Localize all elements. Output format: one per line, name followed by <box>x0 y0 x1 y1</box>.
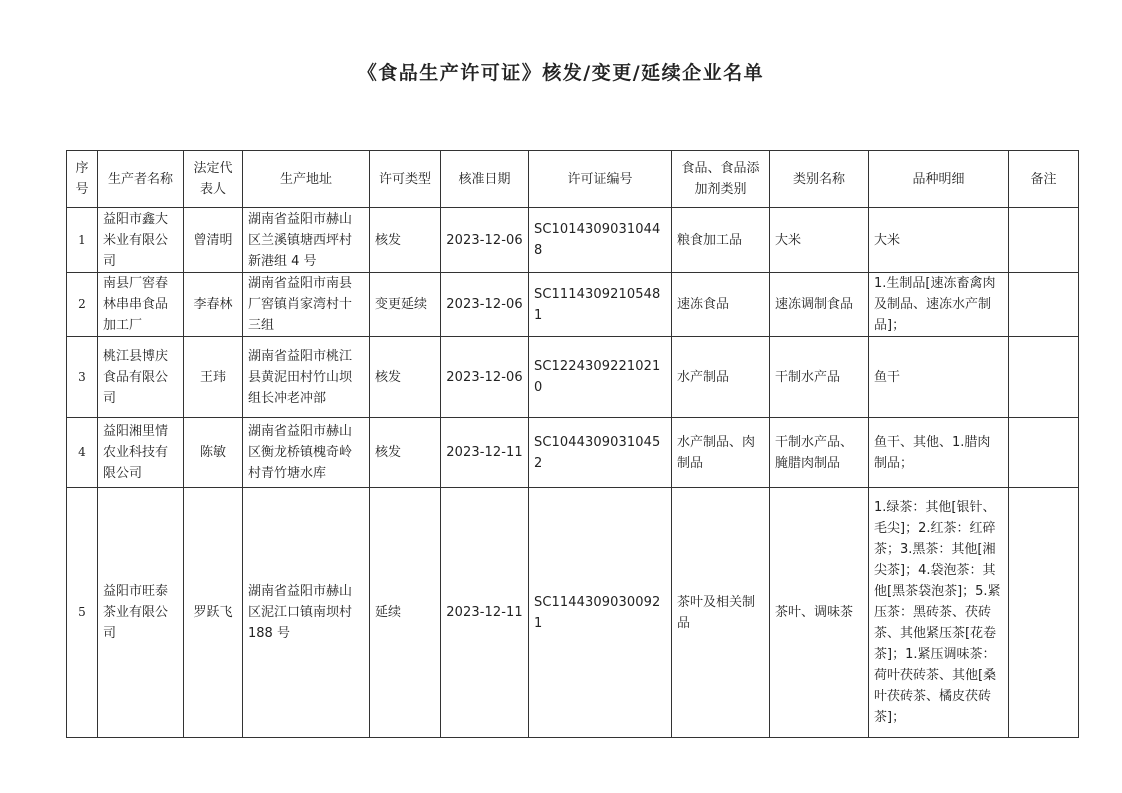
cell-remark <box>1009 337 1079 418</box>
cell-license-no: SC11143092105481 <box>529 273 672 337</box>
cell-category-name: 速冻调制食品 <box>770 273 869 337</box>
cell-seq: 3 <box>67 337 98 418</box>
cell-license-no: SC12243092210210 <box>529 337 672 418</box>
cell-license-type: 核发 <box>370 418 441 488</box>
cell-approval-date: 2023-12-11 <box>441 488 529 738</box>
header-seq: 序号 <box>67 151 98 208</box>
header-address: 生产地址 <box>243 151 370 208</box>
table-row <box>67 208 1079 273</box>
cell-license-type: 变更延续 <box>370 273 441 337</box>
cell-legal-rep: 李春林 <box>184 273 243 337</box>
cell-address: 湖南省益阳市赫山区泥江口镇南坝村 188 号 <box>243 488 370 738</box>
header-license-type: 许可类型 <box>370 151 441 208</box>
header-remark: 备注 <box>1009 151 1079 208</box>
table-row <box>67 488 1079 738</box>
cell-license-type: 延续 <box>370 488 441 738</box>
cell-category-name: 干制水产品、腌腊肉制品 <box>770 418 869 488</box>
cell-approval-date: 2023-12-06 <box>441 208 529 273</box>
cell-address: 湖南省益阳市赫山区兰溪镇塘西坪村新港组 4 号 <box>243 208 370 273</box>
header-food-category: 食品、食品添加剂类别 <box>672 151 770 208</box>
cell-variety: 鱼干 <box>869 337 1009 418</box>
cell-license-type: 核发 <box>370 337 441 418</box>
cell-producer: 益阳市鑫大米业有限公司 <box>98 208 184 273</box>
header-legal-rep: 法定代表人 <box>184 151 243 208</box>
license-list-table <box>66 150 1079 738</box>
cell-variety: 鱼干、其他、1.腊肉制品； <box>869 418 1009 488</box>
cell-seq: 2 <box>67 273 98 337</box>
cell-variety: 大米 <box>869 208 1009 273</box>
cell-license-type: 核发 <box>370 208 441 273</box>
cell-remark <box>1009 418 1079 488</box>
cell-food-category: 粮食加工品 <box>672 208 770 273</box>
table-row <box>67 418 1079 488</box>
header-variety: 品种明细 <box>869 151 1009 208</box>
cell-legal-rep: 陈敏 <box>184 418 243 488</box>
cell-legal-rep: 罗跃飞 <box>184 488 243 738</box>
cell-legal-rep: 王玮 <box>184 337 243 418</box>
cell-category-name: 干制水产品 <box>770 337 869 418</box>
cell-food-category: 茶叶及相关制品 <box>672 488 770 738</box>
cell-producer: 益阳湘里情农业科技有限公司 <box>98 418 184 488</box>
cell-category-name: 茶叶、调味茶 <box>770 488 869 738</box>
cell-seq: 4 <box>67 418 98 488</box>
cell-producer: 桃江县博庆食品有限公司 <box>98 337 184 418</box>
page-title: 《食品生产许可证》核发/变更/延续企业名单 <box>357 62 765 84</box>
cell-address: 湖南省益阳市赫山区衡龙桥镇槐奇岭村青竹塘水库 <box>243 418 370 488</box>
cell-food-category: 水产制品 <box>672 337 770 418</box>
cell-remark <box>1009 273 1079 337</box>
cell-approval-date: 2023-12-06 <box>441 337 529 418</box>
cell-address: 湖南省益阳市桃江县黄泥田村竹山坝组长冲老冲部 <box>243 337 370 418</box>
cell-remark <box>1009 488 1079 738</box>
cell-remark <box>1009 208 1079 273</box>
header-producer: 生产者名称 <box>98 151 184 208</box>
cell-address: 湖南省益阳市南县厂窖镇肖家湾村十三组 <box>243 273 370 337</box>
cell-approval-date: 2023-12-06 <box>441 273 529 337</box>
cell-variety: 1.生制品[速冻畜禽肉及制品、速冻水产制品]； <box>869 273 1009 337</box>
cell-license-no: SC11443090300921 <box>529 488 672 738</box>
cell-legal-rep: 曾清明 <box>184 208 243 273</box>
cell-seq: 5 <box>67 488 98 738</box>
cell-seq: 1 <box>67 208 98 273</box>
header-category-name: 类别名称 <box>770 151 869 208</box>
table-row <box>67 337 1079 418</box>
cell-producer: 南县厂窖春林串串食品加工厂 <box>98 273 184 337</box>
table-header-row <box>67 151 1079 208</box>
header-approval-date: 核准日期 <box>441 151 529 208</box>
header-license-no: 许可证编号 <box>529 151 672 208</box>
cell-variety: 1.绿茶：其他[银针、毛尖]；2.红茶：红碎茶；3.黑茶：其他[湘尖茶]；4.袋泡茶：其他[黑茶袋泡茶]；5.紧压茶：黑砖茶、茯砖茶、其他紧压茶[花卷茶]；1.紧压调味茶：荷叶茯砖茶、其他[桑叶茯砖茶、橘皮茯砖茶]； <box>869 488 1009 738</box>
cell-license-no: SC10143090310448 <box>529 208 672 273</box>
cell-producer: 益阳市旺泰茶业有限公司 <box>98 488 184 738</box>
cell-category-name: 大米 <box>770 208 869 273</box>
cell-food-category: 水产制品、肉制品 <box>672 418 770 488</box>
table-row <box>67 273 1079 337</box>
cell-food-category: 速冻食品 <box>672 273 770 337</box>
cell-license-no: SC10443090310452 <box>529 418 672 488</box>
cell-approval-date: 2023-12-11 <box>441 418 529 488</box>
